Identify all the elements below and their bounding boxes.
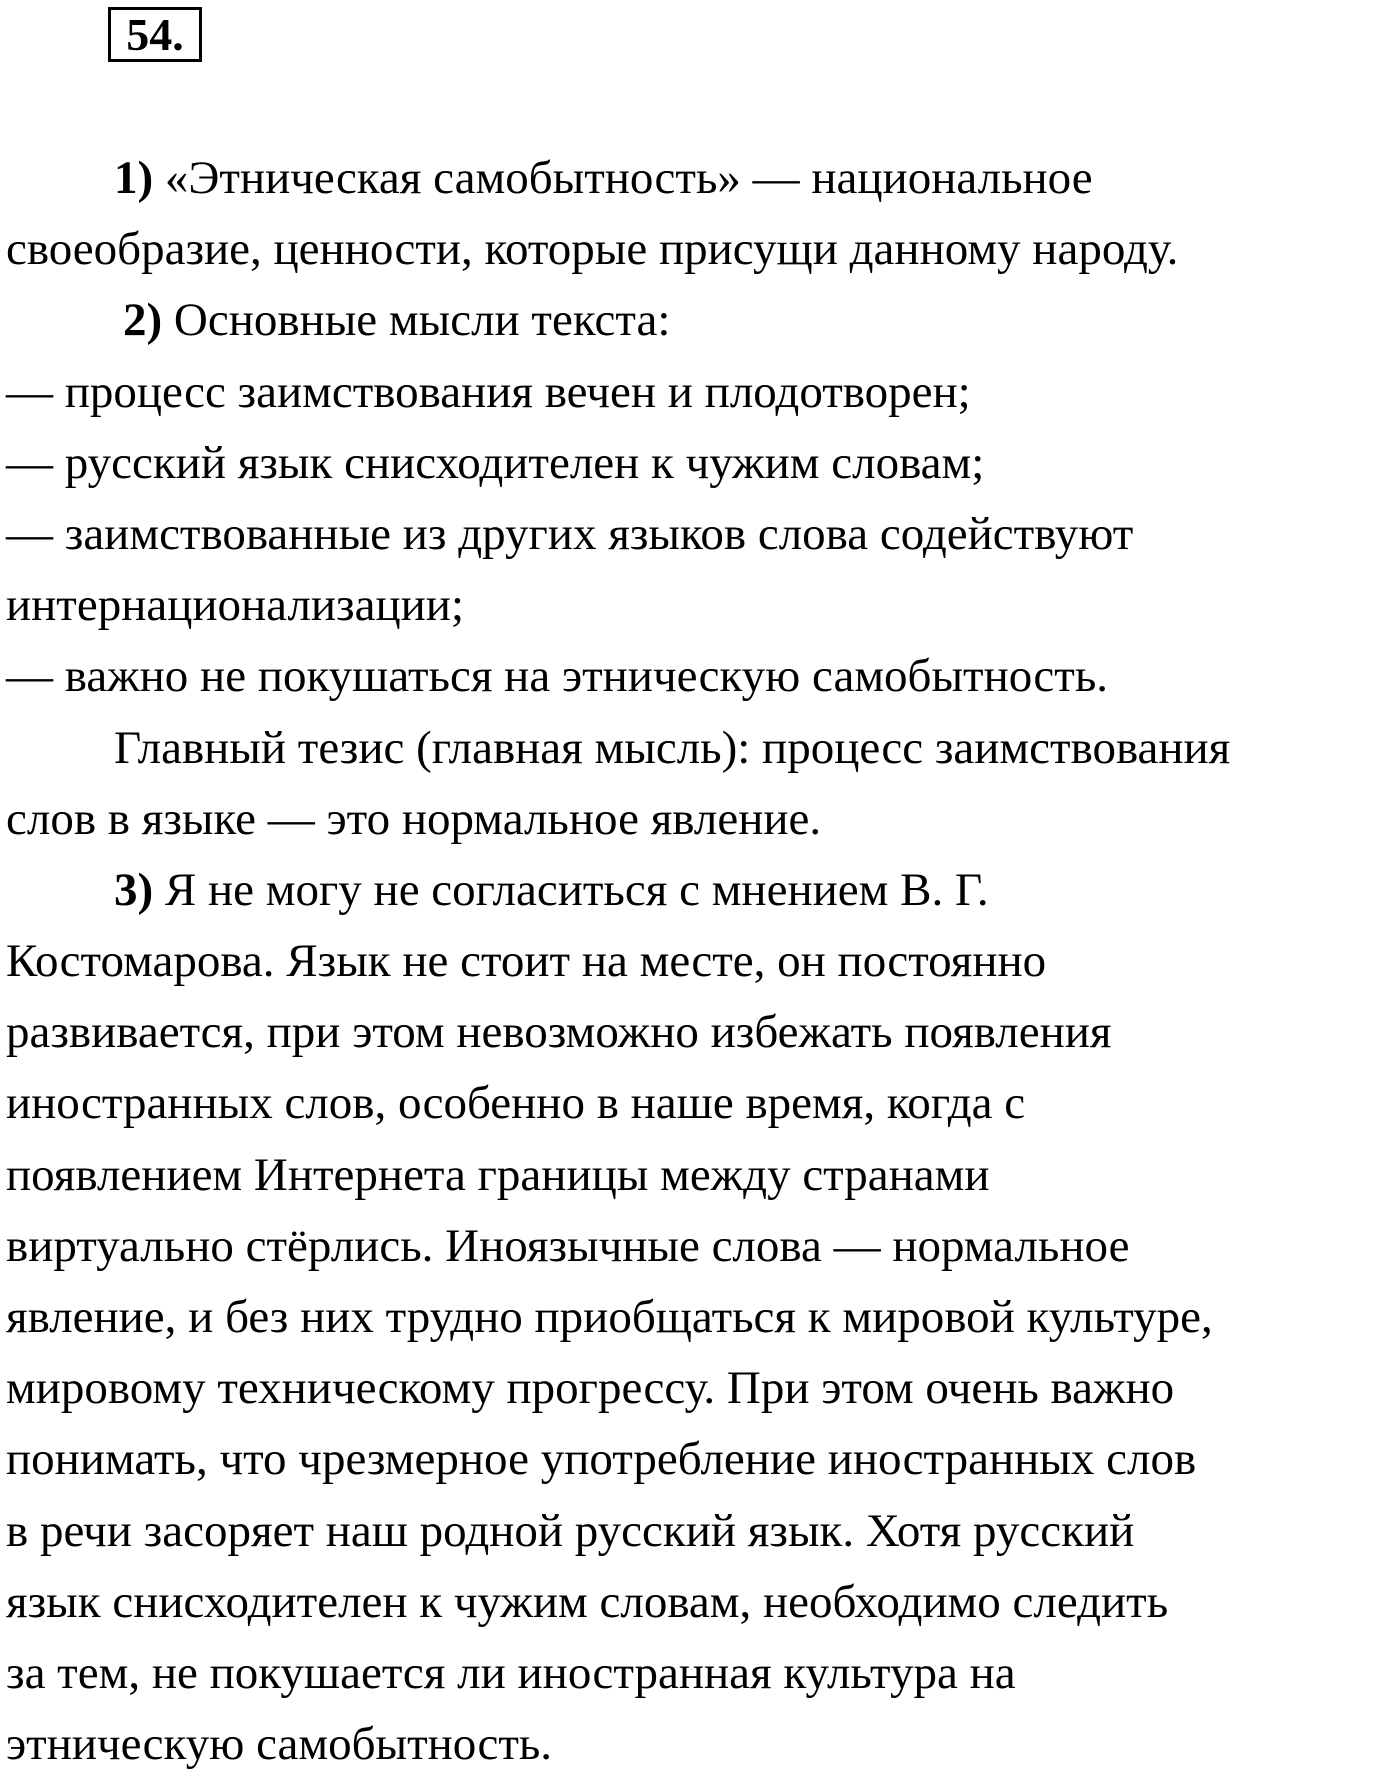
answer-3-line-10: в речи засоряет наш родной русский язык. Хотя русский	[6, 1504, 1135, 1557]
answer-3-line-3: развивается, при этом невозможно избежать появления	[6, 1006, 1112, 1059]
answer-1-line	[6, 143, 1398, 214]
main-idea-item-4: — важно не покушаться на этническую самобытность.	[6, 650, 1108, 703]
answer-1-line-2: своеобразие, ценности, которые присущи данному народу.	[6, 223, 1179, 276]
answer-text	[6, 143, 1398, 1780]
main-idea-item-3-cont: интернационализации;	[6, 579, 464, 632]
answer-3-line-5: появлением Интернета границы между странами	[6, 1148, 990, 1201]
main-idea-item-2: — русский язык снисходителен к чужим словам;	[6, 436, 985, 489]
answer-3-line-13: этническую самобытность.	[6, 1718, 553, 1771]
answer-3-line-12: за тем, не покушается ли иностранная культура на	[6, 1646, 1016, 1699]
answer-3-line-4: иностранных слов, особенно в наше время, когда с	[6, 1077, 1026, 1130]
answer-3-number: 3)	[114, 863, 154, 916]
answer-3-text: Я не могу не согласиться с мнением В. Г.	[164, 863, 989, 916]
answer-3-line	[6, 855, 1398, 926]
answer-3-line-7: явление, и без них трудно приобщаться к мировой культуре,	[6, 1291, 1213, 1343]
answer-2-number: 2)	[123, 294, 163, 347]
thesis-line-2: слов в языке — это нормальное явление.	[6, 792, 822, 845]
thesis-line: Главный тезис (главная мысль): процесс заимствования	[114, 721, 1231, 774]
answer-3-line-6: виртуально стёрлись. Иноязычные слова — нормальное	[6, 1219, 1130, 1272]
answer-2-text: Основные мысли текста:	[173, 294, 671, 347]
answer-3-line-2: Костомарова. Язык не стоит на месте, он постоянно	[6, 935, 1047, 988]
answer-2-line	[6, 285, 1398, 356]
main-idea-item-1: — процесс заимствования вечен и плодотворен;	[6, 365, 971, 418]
answer-1-text: «Этническая самобытность» — национальное	[164, 152, 1093, 204]
main-idea-item-3: — заимствованные из других языков слова содействуют	[6, 507, 1134, 560]
answer-3-line-11: язык снисходителен к чужим словам, необходимо следить	[6, 1575, 1169, 1628]
task-number: 54.	[126, 9, 184, 60]
answer-1-number: 1)	[114, 152, 154, 204]
task-number-box	[108, 7, 202, 62]
answer-3-line-8: мировому техническому прогрессу. При этом очень важно	[6, 1362, 1175, 1415]
answer-3-line-9: понимать, что чрезмерное употребление иностранных слов	[6, 1433, 1197, 1486]
